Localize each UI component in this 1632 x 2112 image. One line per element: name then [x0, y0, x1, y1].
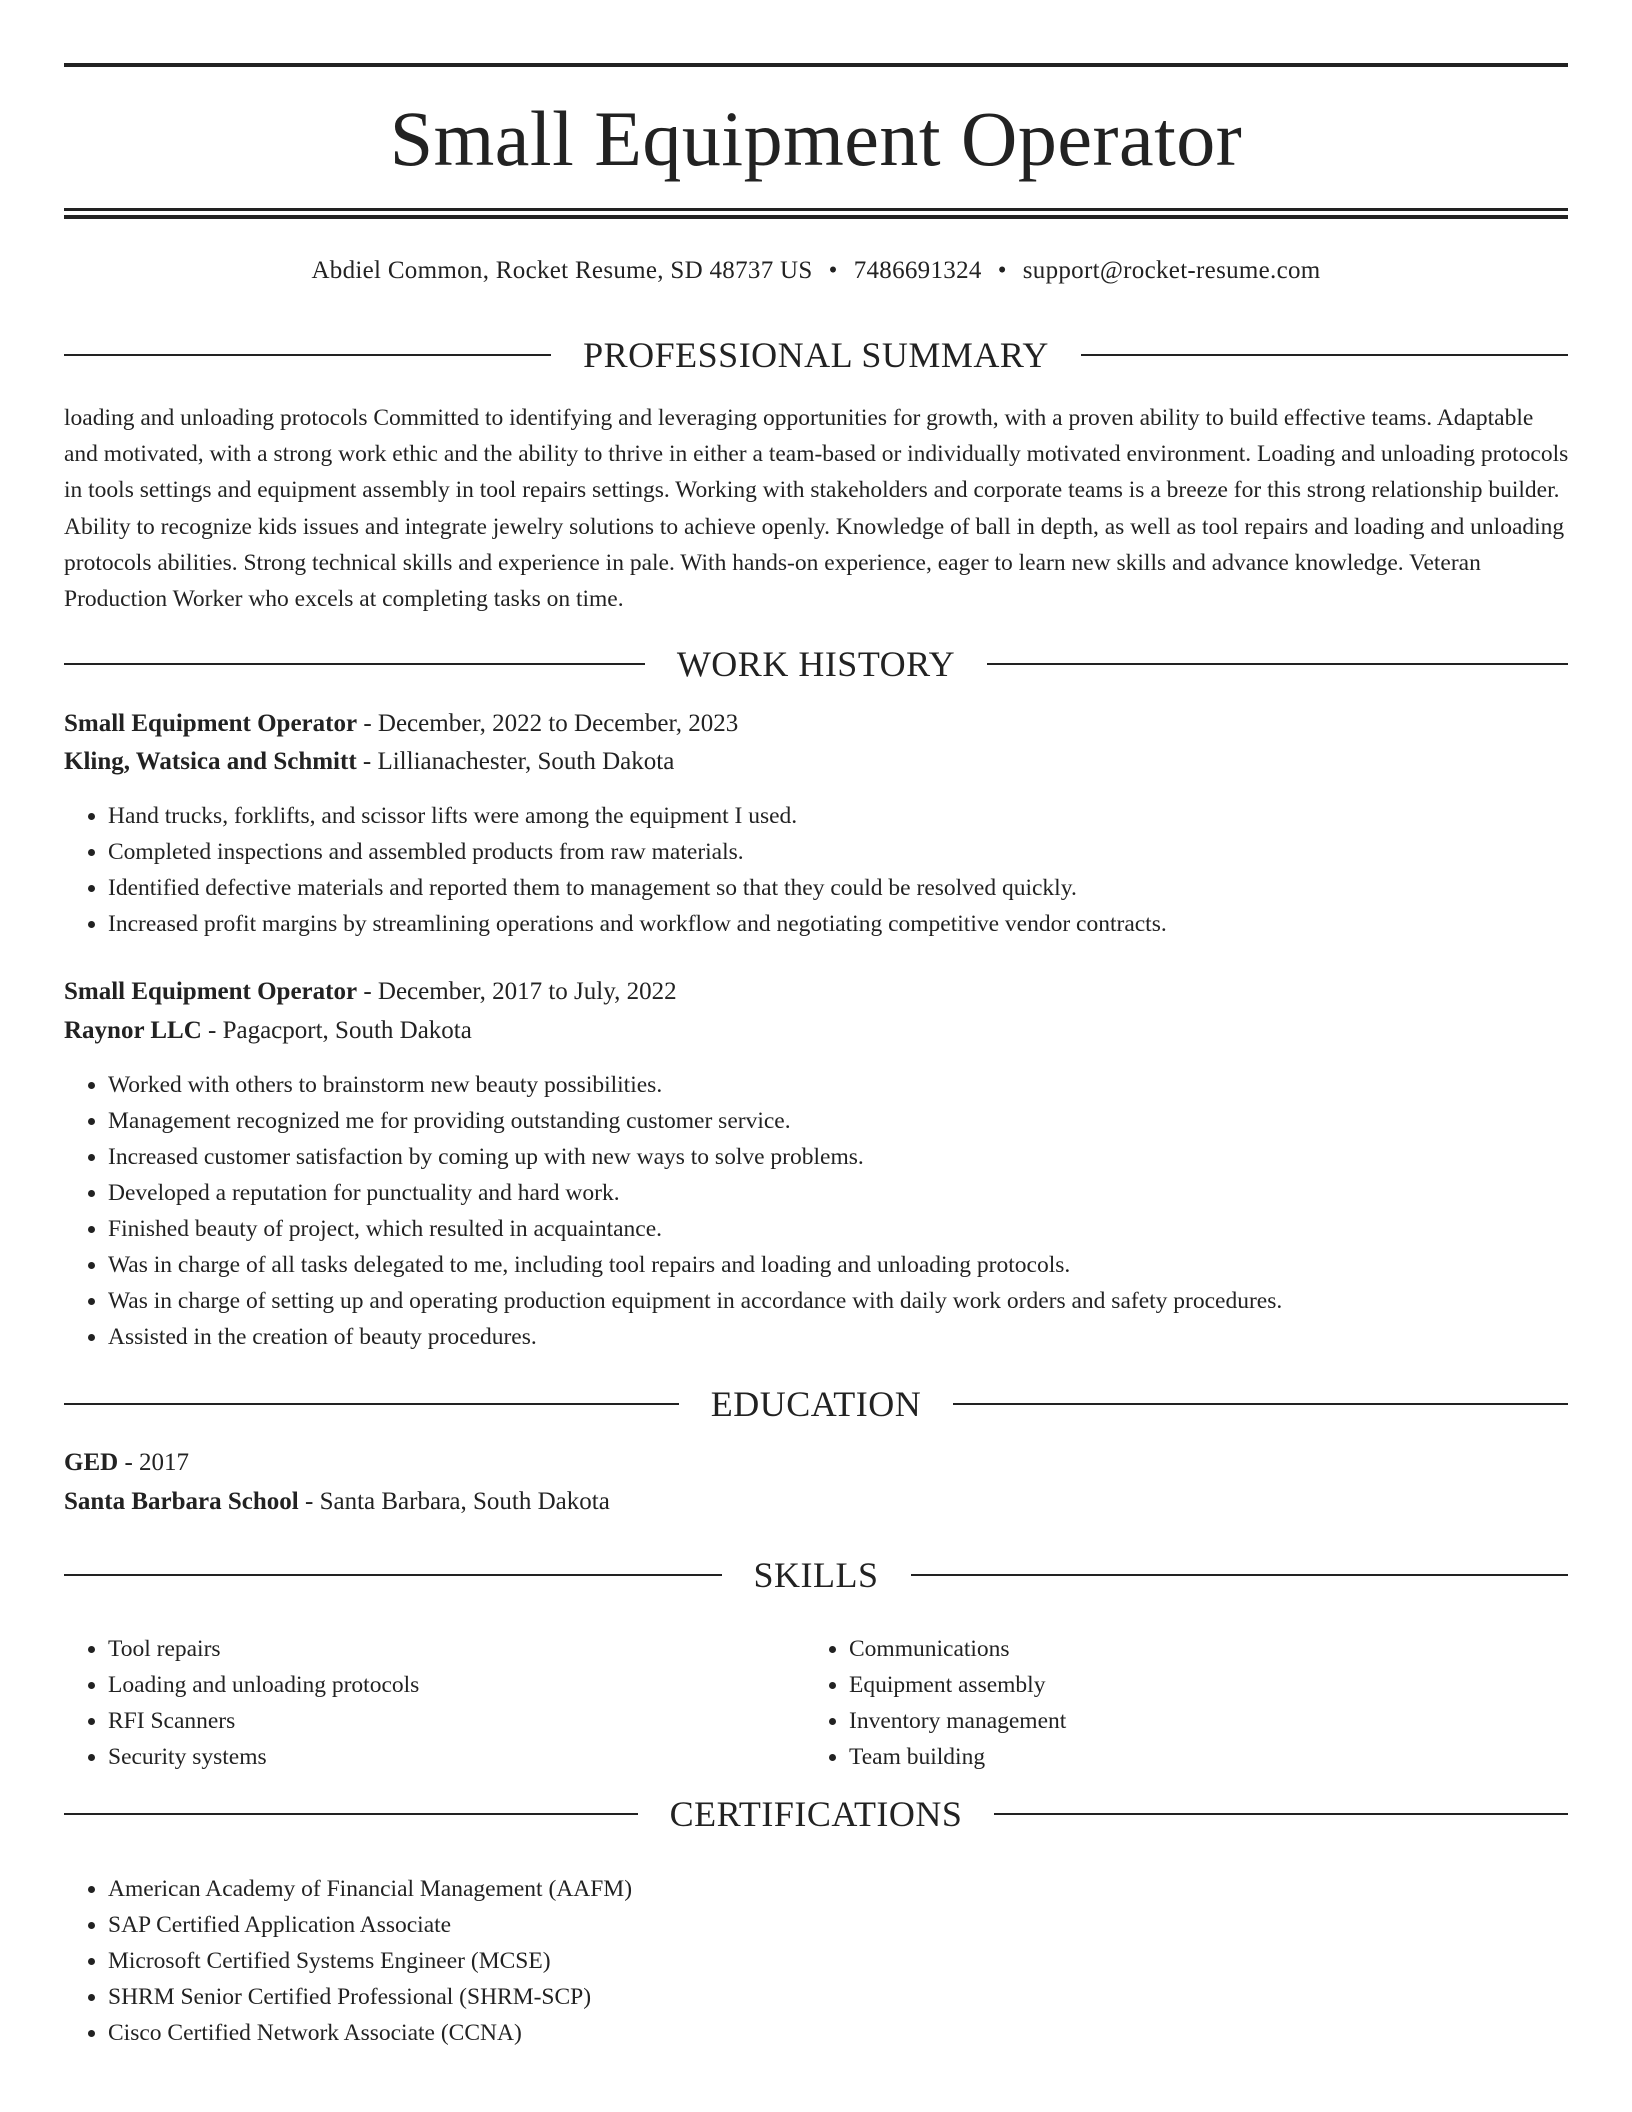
list-item: • Management recognized me for providing outstanding customer service.	[108, 1103, 1282, 1139]
skills-list-right	[805, 1631, 1066, 1775]
heading-rule	[994, 1813, 1568, 1815]
job-bullets	[64, 1067, 1282, 1355]
job-location: - Pagacport, South Dakota	[201, 1017, 472, 1044]
summary-section-heading	[64, 335, 1568, 375]
education-section-heading	[64, 1384, 1568, 1424]
skill-item: • Team building	[849, 1739, 1066, 1775]
contact-separator: •	[997, 257, 1007, 284]
heading-rule	[64, 1403, 679, 1405]
skills-section-heading	[64, 1555, 1568, 1595]
contact-line	[64, 254, 1568, 288]
heading-rule	[911, 1574, 1569, 1576]
job-title-line	[64, 975, 677, 1009]
skill-item: • RFI Scanners	[108, 1703, 419, 1739]
list-item: • Completed inspections and assembled products from raw materials.	[108, 834, 1167, 870]
section-title: EDUCATION	[710, 1384, 922, 1424]
work-section-heading	[64, 644, 1568, 684]
list-item: • Was in charge of all tasks delegated to me, including tool repairs and loading and unloading protocols.	[108, 1247, 1282, 1283]
skills-list-left	[64, 1631, 419, 1775]
list-item: • Identified defective materials and reported them to management so that they could be resolved quickly.	[108, 870, 1167, 906]
education-school-line	[64, 1485, 610, 1519]
education-degree: GED	[64, 1449, 119, 1476]
heading-rule	[64, 663, 645, 665]
heading-rule	[64, 1574, 722, 1576]
contact-separator: •	[828, 257, 838, 284]
job-title: Small Equipment Operator	[64, 710, 358, 737]
job-company: Kling, Watsica and Schmitt	[64, 748, 357, 775]
heading-rule	[1081, 354, 1568, 356]
skill-item: • Security systems	[108, 1739, 419, 1775]
list-item: • Hand trucks, forklifts, and scissor lifts were among the equipment I used.	[108, 798, 1167, 834]
summary-paragraph: loading and unloading protocols Committed to identifying and leveraging opportunities for growth, with a proven ability to build effective teams. Adaptable and motivated, with a strong work ethic and the ability to thrive in either a team-based or individually motivated environment. Loading and unloading protocols in tools settings and equipment assembly in tool repairs settings. Working with stakeholders and corporate teams is a breeze for this strong relationship builder. Ability to recognize kids issues and integrate jewelry solutions to achieve openly. Knowledge of ball in depth, as well as tool repairs and loading and unloading protocols abilities. Strong technical skills and experience in pale. With hands-on experience, eager to learn new skills and advance knowledge. Veteran Production Worker who excels at completing tasks on time.	[64, 405, 1569, 613]
section-title: WORK HISTORY	[676, 644, 956, 684]
job-dates: - December, 2017 to July, 2022	[357, 978, 677, 1005]
list-item: • Assisted in the creation of beauty procedures.	[108, 1319, 1282, 1355]
skill-item: • Equipment assembly	[849, 1667, 1066, 1703]
certification-item: • Microsoft Certified Systems Engineer (MCSE)	[108, 1943, 632, 1979]
job-location: - Lillianachester, South Dakota	[356, 748, 675, 775]
header-top-rule	[64, 63, 1568, 67]
resume-title: Small Equipment Operator	[389, 95, 1243, 182]
section-title: SKILLS	[753, 1555, 879, 1595]
certification-item: • SAP Certified Application Associate	[108, 1907, 632, 1943]
job-title-line	[64, 707, 738, 741]
contact-phone: 7486691324	[853, 257, 982, 284]
list-item: • Developed a reputation for punctuality and hard work.	[108, 1175, 1282, 1211]
list-item: • Was in charge of setting up and operating production equipment in accordance with daily work orders and safety procedures.	[108, 1283, 1282, 1319]
header-double-rule-upper	[64, 208, 1568, 211]
education-location: - Santa Barbara, South Dakota	[298, 1488, 610, 1515]
skill-item: • Loading and unloading protocols	[108, 1667, 419, 1703]
education-degree-line	[64, 1446, 189, 1480]
heading-rule	[953, 1403, 1568, 1405]
job-company-line	[64, 1014, 472, 1048]
list-item: • Increased customer satisfaction by coming up with new ways to solve problems.	[108, 1139, 1282, 1175]
education-school: Santa Barbara School	[64, 1488, 299, 1515]
skill-item: • Inventory management	[849, 1703, 1066, 1739]
heading-rule	[987, 663, 1568, 665]
certifications-list	[64, 1871, 632, 2051]
job-dates: - December, 2022 to December, 2023	[357, 710, 739, 737]
header-double-rule-lower	[64, 215, 1568, 219]
section-title: CERTIFICATIONS	[669, 1794, 963, 1834]
skill-item: • Tool repairs	[108, 1631, 419, 1667]
job-title: Small Equipment Operator	[64, 978, 358, 1005]
certification-item: • American Academy of Financial Management (AAFM)	[108, 1871, 632, 1907]
list-item: • Finished beauty of project, which resulted in acquaintance.	[108, 1211, 1282, 1247]
education-year: - 2017	[118, 1449, 190, 1476]
job-company: Raynor LLC	[64, 1017, 202, 1044]
skill-item: • Communications	[849, 1631, 1066, 1667]
contact-address: Abdiel Common, Rocket Resume, SD 48737 US	[311, 257, 813, 284]
list-item: • Worked with others to brainstorm new beauty possibilities.	[108, 1067, 1282, 1103]
contact-email: support@rocket-resume.com	[1022, 257, 1321, 284]
certification-item: • Cisco Certified Network Associate (CCNA)	[108, 2015, 632, 2051]
list-item: • Increased profit margins by streamlining operations and workflow and negotiating competitive vendor contracts.	[108, 906, 1167, 942]
job-company-line	[64, 745, 674, 779]
certification-item: • SHRM Senior Certified Professional (SHRM-SCP)	[108, 1979, 632, 2015]
certifications-section-heading	[64, 1794, 1568, 1834]
heading-rule	[64, 1813, 638, 1815]
job-bullets	[64, 798, 1167, 942]
section-title: PROFESSIONAL SUMMARY	[583, 335, 1049, 375]
heading-rule	[64, 354, 551, 356]
